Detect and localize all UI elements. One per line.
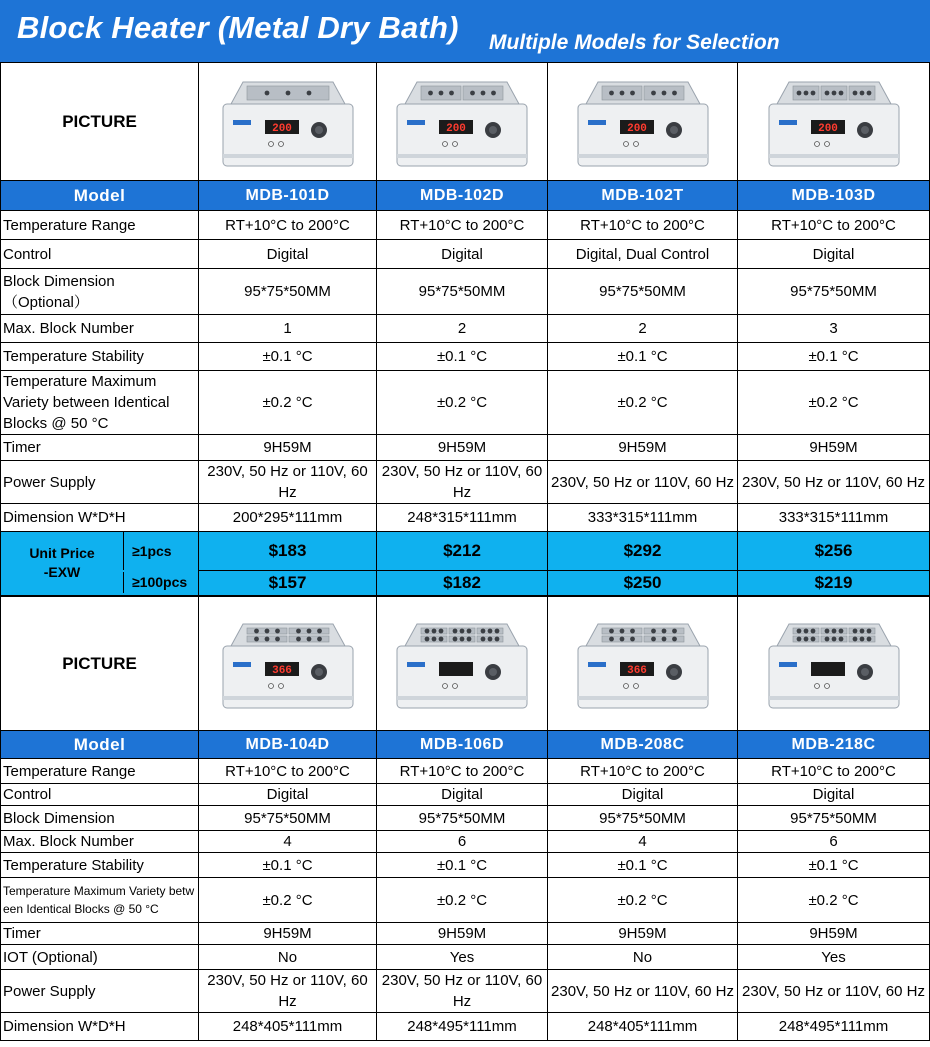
product-picture-cell — [199, 597, 377, 731]
spec-value: 95*75*50MM — [199, 269, 377, 315]
spec-value: Digital — [199, 240, 377, 269]
spec-value: 4 — [199, 831, 377, 853]
spec-label: Timer — [1, 435, 199, 461]
price-value: $250 — [548, 570, 738, 595]
spec-value: ±0.1 °C — [548, 343, 738, 371]
product-image — [201, 612, 374, 716]
spec-value: 230V, 50 Hz or 110V, 60 Hz — [548, 461, 738, 504]
spec-label: Block Dimension — [1, 806, 199, 831]
spec-value: 2 — [548, 315, 738, 343]
spec-value: 248*405*111mm — [199, 1013, 377, 1041]
spec-row — [1, 504, 930, 532]
spec-row — [1, 315, 930, 343]
spec-value: 248*495*111mm — [738, 1013, 930, 1041]
spec-row — [1, 806, 930, 831]
spec-label: Control — [1, 240, 199, 269]
product-image — [550, 612, 735, 716]
spec-value: Digital — [199, 784, 377, 806]
block-heater-illustration — [213, 612, 363, 716]
spec-label: Power Supply — [1, 970, 199, 1013]
spec-value: Digital — [738, 784, 930, 806]
page-title: Block Heater (Metal Dry Bath) — [17, 10, 459, 45]
svg-text:366: 366 — [271, 664, 292, 677]
spec-row — [1, 211, 930, 240]
svg-text:366: 366 — [626, 664, 647, 677]
spec-value: RT+10°C to 200°C — [199, 211, 377, 240]
price-value: $292 — [548, 532, 738, 571]
spec-value: 95*75*50MM — [199, 806, 377, 831]
svg-text:200: 200 — [271, 122, 292, 135]
spec-value: 4 — [548, 831, 738, 853]
spec-value: 9H59M — [377, 923, 548, 945]
spec-label: Max. Block Number — [1, 315, 199, 343]
spec-value: 2 — [377, 315, 548, 343]
spec-row — [1, 269, 930, 315]
spec-value: ±0.1 °C — [199, 343, 377, 371]
spec-value: 230V, 50 Hz or 110V, 60 Hz — [377, 970, 548, 1013]
spec-label: Dimension W*D*H — [1, 1013, 199, 1041]
spec-label: Block Dimension （Optional） — [1, 269, 199, 315]
svg-text:200: 200 — [626, 122, 647, 135]
spec-value: RT+10°C to 200°C — [199, 759, 377, 784]
spec-value: 9H59M — [548, 435, 738, 461]
spec-label: Max. Block Number — [1, 831, 199, 853]
spec-value: ±0.1 °C — [377, 853, 548, 878]
spec-value: 3 — [738, 315, 930, 343]
spec-value: RT+10°C to 200°C — [377, 211, 548, 240]
spec-label: Timer — [1, 923, 199, 945]
product-picture-cell — [738, 63, 930, 181]
product-image — [740, 612, 927, 716]
spec-value: Digital — [738, 240, 930, 269]
spec-value: No — [199, 945, 377, 970]
spec-label: Temperature Stability — [1, 853, 199, 878]
spec-table-2 — [0, 596, 930, 1041]
price-label-wrap — [1, 532, 198, 580]
block-heater-illustration — [568, 612, 718, 716]
block-heater-illustration — [568, 70, 718, 174]
spec-label: Dimension W*D*H — [1, 504, 199, 532]
spec-value: ±0.2 °C — [199, 371, 377, 435]
spec-row — [1, 878, 930, 923]
spec-row — [1, 784, 930, 806]
spec-row — [1, 240, 930, 269]
spec-value: ±0.2 °C — [377, 878, 548, 923]
spec-label: Power Supply — [1, 461, 199, 504]
spec-value: 230V, 50 Hz or 110V, 60 Hz — [548, 970, 738, 1013]
product-image — [740, 70, 927, 174]
model-name: MDB-102D — [377, 181, 548, 211]
spec-value: 230V, 50 Hz or 110V, 60 Hz — [738, 970, 930, 1013]
product-picture-cell — [377, 597, 548, 731]
spec-value: 95*75*50MM — [548, 269, 738, 315]
model-name: MDB-104D — [199, 731, 377, 759]
spec-label: Temperature Range — [1, 211, 199, 240]
spec-value: RT+10°C to 200°C — [738, 211, 930, 240]
page-subtitle: Multiple Models for Selection — [489, 31, 780, 54]
product-image — [201, 70, 374, 174]
spec-row — [1, 923, 930, 945]
product-image — [550, 70, 735, 174]
spec-value: 248*315*111mm — [377, 504, 548, 532]
spec-value: Digital — [548, 784, 738, 806]
spec-value: 95*75*50MM — [548, 806, 738, 831]
spec-value: 9H59M — [738, 923, 930, 945]
price-value: $219 — [738, 570, 930, 595]
spec-value: Yes — [377, 945, 548, 970]
product-image — [379, 612, 545, 716]
spec-value: RT+10°C to 200°C — [548, 211, 738, 240]
price-value: $212 — [377, 532, 548, 571]
picture-label: PICTURE — [1, 63, 199, 181]
picture-row — [1, 597, 930, 731]
spec-value: 95*75*50MM — [738, 269, 930, 315]
spec-row — [1, 759, 930, 784]
model-name: MDB-208C — [548, 731, 738, 759]
spec-label: IOT (Optional) — [1, 945, 199, 970]
spec-label: Temperature Maximum Variety betw een Identical Blocks @ 50 °C — [1, 878, 199, 923]
model-name: MDB-102T — [548, 181, 738, 211]
spec-value: 1 — [199, 315, 377, 343]
spec-label: Temperature Range — [1, 759, 199, 784]
spec-value: 200*295*111mm — [199, 504, 377, 532]
spec-value: 230V, 50 Hz or 110V, 60 Hz — [199, 461, 377, 504]
model-row — [1, 731, 930, 759]
spec-value: 9H59M — [548, 923, 738, 945]
spec-value: ±0.2 °C — [548, 878, 738, 923]
model-name: MDB-218C — [738, 731, 930, 759]
spec-row — [1, 461, 930, 504]
price-value: $182 — [377, 570, 548, 595]
spec-value: ±0.2 °C — [199, 878, 377, 923]
spec-value: RT+10°C to 200°C — [738, 759, 930, 784]
spec-value: ±0.1 °C — [199, 853, 377, 878]
product-picture-cell — [548, 63, 738, 181]
spec-row — [1, 343, 930, 371]
spec-label: Control — [1, 784, 199, 806]
product-picture-cell — [548, 597, 738, 731]
model-name: MDB-103D — [738, 181, 930, 211]
spec-value: 230V, 50 Hz or 110V, 60 Hz — [377, 461, 548, 504]
page-header — [0, 0, 930, 62]
spec-label: Temperature Maximum Variety between Identical Blocks @ 50 °C — [1, 371, 199, 435]
spec-value: 9H59M — [738, 435, 930, 461]
spec-label: Temperature Stability — [1, 343, 199, 371]
spec-row — [1, 970, 930, 1013]
spec-value: 6 — [738, 831, 930, 853]
price-label-cell — [1, 532, 199, 580]
spec-value: 248*495*111mm — [377, 1013, 548, 1041]
spec-value: Digital — [377, 784, 548, 806]
block-heater-illustration — [213, 70, 363, 174]
spec-row — [1, 945, 930, 970]
unit-price-label: Unit Price -EXW — [29, 545, 95, 580]
spec-value: ±0.2 °C — [738, 371, 930, 435]
model-name: MDB-101D — [199, 181, 377, 211]
spec-row — [1, 435, 930, 461]
spec-value: Yes — [738, 945, 930, 970]
spec-value: Digital — [377, 240, 548, 269]
price-value: $183 — [199, 532, 377, 571]
spec-value: No — [548, 945, 738, 970]
price-row — [1, 570, 930, 595]
spec-value: 95*75*50MM — [377, 806, 548, 831]
spec-value: 95*75*50MM — [377, 269, 548, 315]
product-picture-cell — [199, 63, 377, 181]
block-heater-illustration — [387, 612, 537, 716]
svg-text:200: 200 — [446, 122, 466, 135]
price-qty-tier: ≥1pcs — [123, 532, 198, 570]
spec-value: 333*315*111mm — [738, 504, 930, 532]
spec-value: ±0.1 °C — [548, 853, 738, 878]
spec-value: ±0.2 °C — [377, 371, 548, 435]
spec-value: 230V, 50 Hz or 110V, 60 Hz — [199, 970, 377, 1013]
block-heater-illustration — [759, 70, 909, 174]
spec-value: ±0.2 °C — [548, 371, 738, 435]
model-row — [1, 181, 930, 211]
price-value: $256 — [738, 532, 930, 571]
picture-label: PICTURE — [1, 597, 199, 731]
spec-value: ±0.2 °C — [738, 878, 930, 923]
spec-value: 9H59M — [199, 435, 377, 461]
picture-row — [1, 63, 930, 181]
spec-value: 9H59M — [199, 923, 377, 945]
spec-value: RT+10°C to 200°C — [548, 759, 738, 784]
product-image — [379, 70, 545, 174]
spec-row — [1, 831, 930, 853]
spec-value: ±0.1 °C — [738, 343, 930, 371]
model-label: Model — [1, 731, 199, 759]
model-label: Model — [1, 181, 199, 211]
spec-value: 95*75*50MM — [738, 806, 930, 831]
block-heater-illustration — [387, 70, 537, 174]
price-row — [1, 532, 930, 571]
spec-value: 248*405*111mm — [548, 1013, 738, 1041]
spec-table-1 — [0, 62, 930, 596]
spec-value: 9H59M — [377, 435, 548, 461]
product-picture-cell — [377, 63, 548, 181]
price-qty-tier: ≥100pcs — [123, 572, 198, 593]
spec-value: ±0.1 °C — [377, 343, 548, 371]
spec-value: 333*315*111mm — [548, 504, 738, 532]
block-heater-illustration — [759, 612, 909, 716]
spec-row — [1, 1013, 930, 1041]
spec-row — [1, 371, 930, 435]
spec-value: 6 — [377, 831, 548, 853]
spec-value: Digital, Dual Control — [548, 240, 738, 269]
spec-value: 230V, 50 Hz or 110V, 60 Hz — [738, 461, 930, 504]
svg-text:200: 200 — [817, 122, 838, 135]
spec-value: RT+10°C to 200°C — [377, 759, 548, 784]
product-picture-cell — [738, 597, 930, 731]
model-name: MDB-106D — [377, 731, 548, 759]
spec-row — [1, 853, 930, 878]
spec-value: ±0.1 °C — [738, 853, 930, 878]
price-value: $157 — [199, 570, 377, 595]
